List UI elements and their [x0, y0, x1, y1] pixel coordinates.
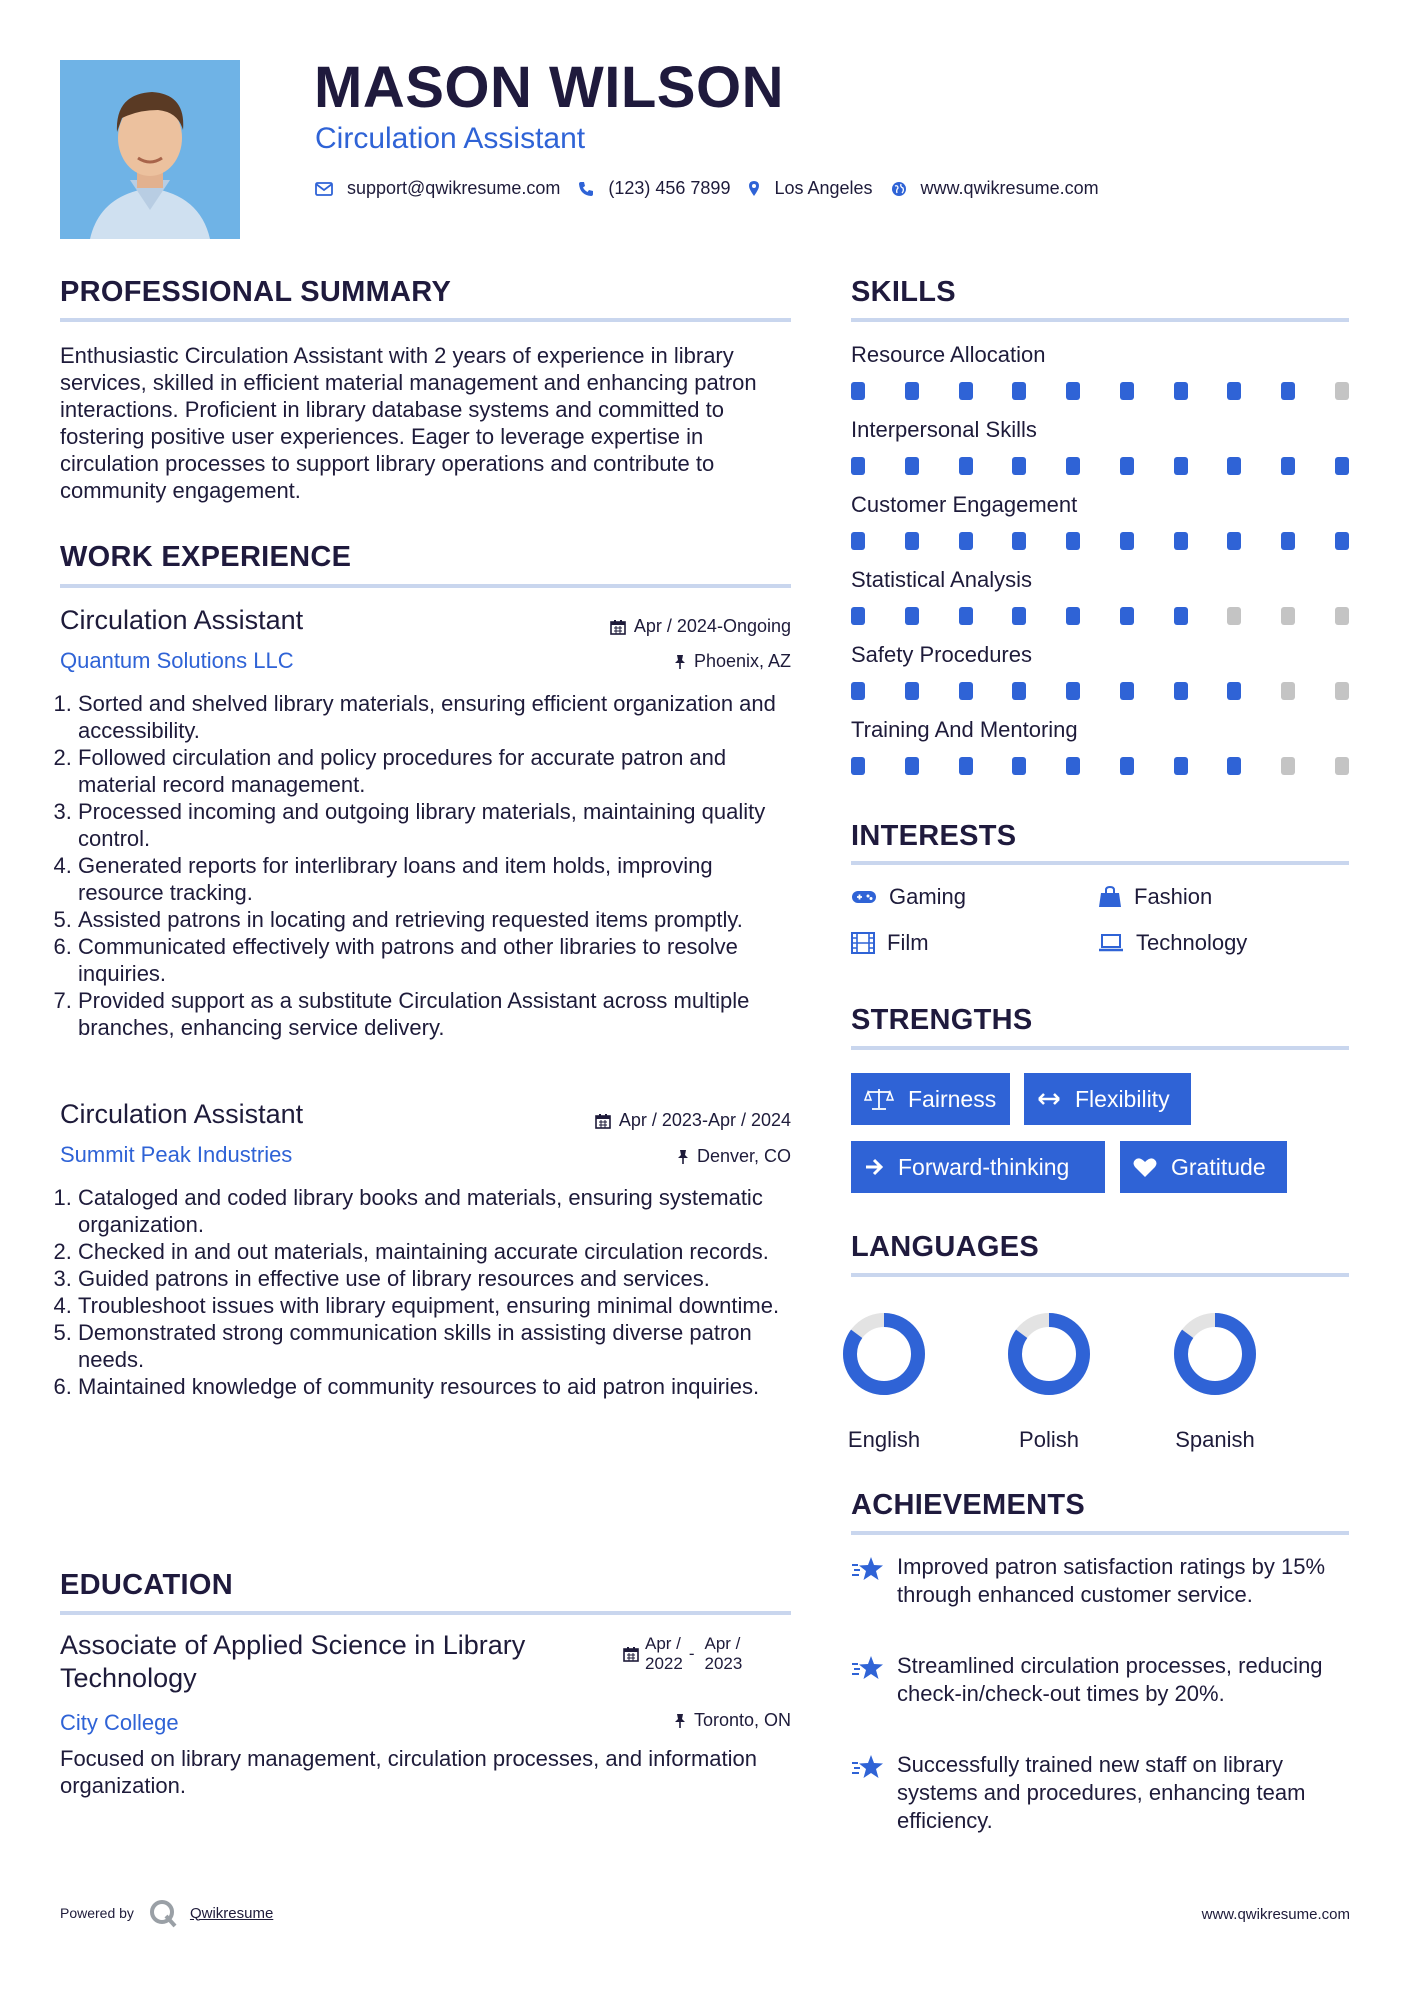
- achievements-heading: ACHIEVEMENTS: [851, 1489, 1086, 1521]
- job-dates: [595, 1110, 791, 1131]
- strength-badge-fairness: [851, 1073, 1010, 1125]
- skill-dot-filled: [1174, 607, 1188, 625]
- languages-divider: [851, 1273, 1349, 1277]
- list-item: 7. Provided support as a substitute Circulation Assistant across multiple branches, enhancing service delivery.: [78, 987, 800, 1041]
- education-dates: [623, 1634, 742, 1674]
- skill-dot-filled: [1120, 757, 1134, 775]
- interest-item-film: [851, 930, 929, 956]
- strength-label: Gratitude: [1171, 1153, 1266, 1180]
- skill-dot-filled: [1012, 532, 1026, 550]
- contact-email[interactable]: [315, 178, 560, 199]
- education-end-year: 2023: [704, 1654, 743, 1673]
- arrow-right-icon: [864, 1158, 884, 1176]
- job-bullets: [60, 690, 800, 1041]
- language-proficiency-ring: [1172, 1311, 1258, 1397]
- skills-divider: [851, 318, 1349, 322]
- education-start-date: [645, 1634, 683, 1674]
- skill-dot-filled: [905, 607, 919, 625]
- education-start-month: Apr /: [645, 1634, 681, 1653]
- list-item: 6. Communicated effectively with patrons and other libraries to resolve inquiries.: [78, 933, 800, 987]
- language-item: [989, 1311, 1109, 1453]
- list-item: 1. Cataloged and coded library books and materials, ensuring systematic organization.: [78, 1184, 800, 1238]
- skill-dot-filled: [1012, 457, 1026, 475]
- list-item: 5. Assisted patrons in locating and retrieving requested items promptly.: [78, 906, 800, 933]
- skill-dot-empty: [1281, 757, 1295, 775]
- achievement-item: [851, 1751, 1356, 1835]
- skill-dot-empty: [1335, 607, 1349, 625]
- job-title: Circulation Assistant: [60, 1099, 304, 1129]
- pushpin-icon: [677, 1149, 689, 1165]
- contact-location: [748, 178, 872, 199]
- skill-dot-empty: [1335, 757, 1349, 775]
- language-item: [1155, 1311, 1275, 1453]
- language-label: Spanish: [1175, 1427, 1255, 1452]
- education-description: Focused on library management, circulation processes, and information organization.: [60, 1746, 758, 1798]
- job-dates-text: Apr / 2023-Apr / 2024: [618, 1110, 791, 1130]
- skill-rating: [851, 382, 1349, 400]
- job-dates: [610, 616, 791, 637]
- skill-label: Training And Mentoring: [851, 717, 1078, 742]
- skill-dot-filled: [851, 607, 865, 625]
- skill-dot-filled: [1174, 757, 1188, 775]
- skill-dot-filled: [1227, 757, 1241, 775]
- summary-divider: [60, 318, 791, 322]
- skill-dot-filled: [1066, 382, 1080, 400]
- calendar-icon: [623, 1646, 639, 1662]
- skill-dot-filled: [1174, 382, 1188, 400]
- skill-dot-filled: [959, 607, 973, 625]
- skill-dot-filled: [851, 532, 865, 550]
- job-location-text: Denver, CO: [696, 1146, 791, 1166]
- skill-rating: [851, 532, 1349, 550]
- skill-dot-filled: [1174, 532, 1188, 550]
- balance-scale-icon: [864, 1087, 894, 1111]
- strength-badge-gratitude: [1120, 1141, 1287, 1193]
- skill-dot-filled: [1335, 532, 1349, 550]
- skill-dot-filled: [1066, 682, 1080, 700]
- interest-label: Gaming: [889, 884, 967, 909]
- achievements-divider: [851, 1531, 1349, 1535]
- interests-divider: [851, 861, 1349, 865]
- skill-dot-filled: [1227, 682, 1241, 700]
- skill-dot-filled: [1227, 457, 1241, 475]
- language-label: Polish: [1019, 1427, 1079, 1452]
- interest-item-fashion: [1098, 884, 1212, 910]
- experience-heading: WORK EXPERIENCE: [60, 541, 352, 573]
- skill-dot-filled: [851, 457, 865, 475]
- arrows-horizontal-icon: [1037, 1092, 1061, 1106]
- language-item: [824, 1311, 944, 1453]
- laptop-icon: [1098, 933, 1124, 953]
- skill-label: Customer Engagement: [851, 492, 1078, 517]
- skills-heading: SKILLS: [851, 276, 956, 308]
- skill-dot-filled: [1120, 682, 1134, 700]
- summary-heading: PROFESSIONAL SUMMARY: [60, 276, 452, 308]
- job-dates-text: Apr / 2024-Ongoing: [633, 616, 791, 636]
- job-company: Summit Peak Industries: [60, 1142, 293, 1167]
- education-location: [674, 1710, 791, 1731]
- education-start-year: 2022: [645, 1654, 683, 1673]
- contact-email-text: support@qwikresume.com: [347, 178, 561, 198]
- skill-dot-empty: [1335, 382, 1349, 400]
- experience-divider: [60, 584, 791, 588]
- achievement-text: Streamlined circulation processes, reducing check-in/check-out times by 20%.: [897, 1653, 1323, 1706]
- achievement-item: [851, 1553, 1356, 1609]
- skill-dot-filled: [959, 382, 973, 400]
- education-end-date: [705, 1634, 743, 1674]
- education-degree: Associate of Applied Science in Library Technology: [60, 1630, 526, 1693]
- job-location: [677, 1146, 791, 1167]
- film-icon: [851, 932, 875, 954]
- pushpin-icon: [674, 1713, 686, 1729]
- skill-dot-filled: [905, 532, 919, 550]
- strength-label: Fairness: [908, 1085, 997, 1112]
- candidate-title: Circulation Assistant: [315, 122, 586, 155]
- education-school: City College: [60, 1710, 179, 1735]
- skill-dot-filled: [1120, 457, 1134, 475]
- skill-dot-filled: [851, 682, 865, 700]
- star-icon: [851, 1654, 885, 1682]
- map-pin-icon: [748, 180, 760, 197]
- skill-dot-empty: [1281, 607, 1295, 625]
- shopping-bag-icon: [1098, 886, 1122, 908]
- skill-dot-filled: [1174, 457, 1188, 475]
- skill-dot-filled: [905, 382, 919, 400]
- contact-website-text: www.qwikresume.com: [920, 178, 1099, 198]
- skill-rating: [851, 457, 1349, 475]
- skill-dot-filled: [905, 757, 919, 775]
- interest-item-technology: [1098, 930, 1247, 956]
- skill-dot-filled: [1066, 532, 1080, 550]
- calendar-icon: [610, 619, 626, 635]
- list-item: 2. Followed circulation and policy procedures for accurate patron and material record management.: [78, 744, 800, 798]
- heart-icon: [1133, 1157, 1157, 1178]
- job-location: [674, 651, 791, 672]
- person-avatar-icon: [60, 60, 240, 239]
- strength-badge-flexibility: [1024, 1073, 1191, 1125]
- strength-label: Forward-thinking: [898, 1153, 1070, 1180]
- skill-dot-filled: [1012, 607, 1026, 625]
- skill-label: Interpersonal Skills: [851, 417, 1037, 442]
- achievement-text: Improved patron satisfaction ratings by 15% through enhanced customer service.: [897, 1554, 1326, 1607]
- contact-location-text: Los Angeles: [774, 178, 873, 198]
- language-proficiency-ring: [1006, 1311, 1092, 1397]
- summary-text: Enthusiastic Circulation Assistant with 2 years of experience in library services, skilled in efficient material management and enhancing patron interactions. Proficient in library database systems and committed to fostering positive user experiences. Eager to leverage expertise in circulation processes to support library operations and contribute to community engagement.: [60, 343, 757, 503]
- skill-dot-filled: [1281, 532, 1295, 550]
- strengths-divider: [851, 1046, 1349, 1050]
- list-item: 2. Checked in and out materials, maintaining accurate circulation records.: [78, 1238, 800, 1265]
- education-location-text: Toronto, ON: [693, 1710, 791, 1730]
- skill-dot-empty: [1227, 607, 1241, 625]
- skill-label: Statistical Analysis: [851, 567, 1032, 592]
- star-icon: [851, 1753, 885, 1781]
- gamepad-icon: [851, 889, 877, 905]
- skill-label: Safety Procedures: [851, 642, 1032, 667]
- pushpin-icon: [674, 654, 686, 670]
- achievement-text: Successfully trained new staff on library systems and procedures, enhancing team efficiency.: [897, 1752, 1306, 1833]
- contact-website[interactable]: [891, 178, 1099, 199]
- skill-rating: [851, 682, 1349, 700]
- candidate-name: MASON WILSON: [314, 55, 784, 120]
- skill-label: Resource Allocation: [851, 342, 1046, 367]
- skill-dot-filled: [1120, 532, 1134, 550]
- skill-dot-filled: [959, 532, 973, 550]
- brand-link[interactable]: Qwikresume: [189, 1904, 274, 1922]
- skill-dot-filled: [1120, 382, 1134, 400]
- strength-label: Flexibility: [1075, 1085, 1170, 1112]
- list-item: 6. Maintained knowledge of community resources to aid patron inquiries.: [78, 1373, 800, 1400]
- skill-dot-filled: [1012, 757, 1026, 775]
- skill-dot-empty: [1335, 682, 1349, 700]
- skill-rating: [851, 757, 1349, 775]
- envelope-icon: [315, 182, 333, 196]
- job-title: Circulation Assistant: [60, 605, 304, 635]
- skill-dot-filled: [1227, 382, 1241, 400]
- skill-dot-filled: [1281, 457, 1295, 475]
- skill-dot-filled: [1012, 682, 1026, 700]
- skill-dot-filled: [851, 757, 865, 775]
- interest-label: Technology: [1136, 930, 1248, 955]
- skill-dot-empty: [1281, 682, 1295, 700]
- achievement-item: [851, 1652, 1356, 1708]
- strength-badge-forward-thinking: [851, 1141, 1105, 1193]
- interests-heading: INTERESTS: [851, 820, 1017, 852]
- skill-dot-filled: [1335, 457, 1349, 475]
- interest-item-gaming: [851, 884, 966, 910]
- job-location-text: Phoenix, AZ: [693, 651, 791, 671]
- qwikresume-logo-icon: [148, 1898, 178, 1928]
- skill-dot-filled: [1066, 607, 1080, 625]
- skill-dot-filled: [959, 757, 973, 775]
- contact-bar: [315, 178, 1117, 199]
- skill-dot-filled: [959, 682, 973, 700]
- footer-powered-by: [60, 1898, 273, 1928]
- interest-label: Film: [887, 930, 929, 955]
- skill-dot-filled: [1227, 532, 1241, 550]
- date-separator: -: [688, 1644, 695, 1663]
- education-divider: [60, 1611, 791, 1615]
- skill-dot-filled: [1012, 382, 1026, 400]
- interest-label: Fashion: [1134, 884, 1213, 909]
- skill-dot-filled: [905, 682, 919, 700]
- skill-dot-filled: [851, 382, 865, 400]
- skill-dot-filled: [905, 457, 919, 475]
- powered-by-text: Powered by: [60, 1905, 134, 1921]
- profile-photo: [60, 60, 240, 239]
- education-end-month: Apr /: [704, 1634, 741, 1653]
- skill-dot-filled: [1281, 382, 1295, 400]
- skill-dot-filled: [1174, 682, 1188, 700]
- star-icon: [851, 1555, 885, 1583]
- language-label: English: [847, 1427, 921, 1452]
- skill-dot-filled: [1066, 457, 1080, 475]
- list-item: 5. Demonstrated strong communication skills in assisting diverse patron needs.: [78, 1319, 800, 1373]
- contact-phone-text: (123) 456 7899: [608, 178, 731, 198]
- languages-heading: LANGUAGES: [851, 1231, 1039, 1263]
- skill-dot-filled: [1066, 757, 1080, 775]
- language-proficiency-ring: [841, 1311, 927, 1397]
- phone-icon: [578, 181, 594, 197]
- contact-phone[interactable]: [578, 178, 730, 199]
- list-item: 1. Sorted and shelved library materials, ensuring efficient organization and accessibility.: [78, 690, 800, 744]
- list-item: 4. Troubleshoot issues with library equipment, ensuring minimal downtime.: [78, 1292, 800, 1319]
- skill-rating: [851, 607, 1349, 625]
- strengths-heading: STRENGTHS: [851, 1004, 1033, 1036]
- list-item: 4. Generated reports for interlibrary loans and item holds, improving resource tracking.: [78, 852, 800, 906]
- list-item: 3. Processed incoming and outgoing library materials, maintaining quality control.: [78, 798, 800, 852]
- calendar-icon: [595, 1113, 611, 1129]
- list-item: 3. Guided patrons in effective use of library resources and services.: [78, 1265, 800, 1292]
- skill-dot-filled: [959, 457, 973, 475]
- education-heading: EDUCATION: [60, 1569, 233, 1601]
- footer-website[interactable]: www.qwikresume.com: [1201, 1906, 1350, 1923]
- job-company: Quantum Solutions LLC: [60, 648, 294, 673]
- skill-dot-filled: [1120, 607, 1134, 625]
- globe-icon: [891, 181, 907, 197]
- job-bullets: [60, 1184, 800, 1400]
